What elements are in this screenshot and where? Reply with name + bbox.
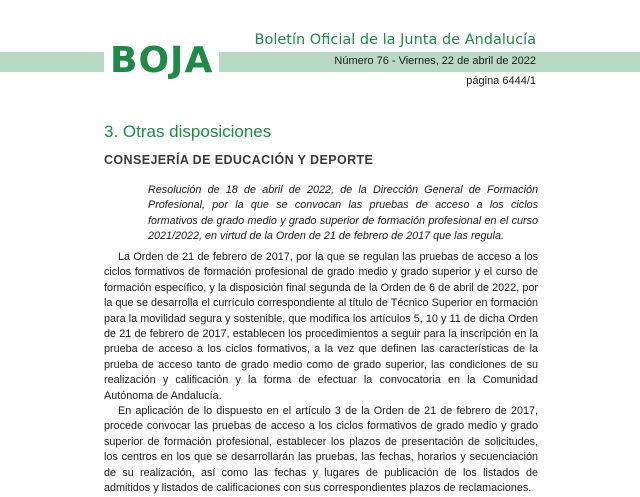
organization-heading: CONSEJERÍA DE EDUCACIÓN Y DEPORTE (104, 153, 374, 167)
resolution-summary: Resolución de 18 de abril de 2022, de la Dirección General de Formación Profesional, por la que se convocan las pruebas de acceso a los ciclos formativos de grado medio y grado superior de formación profesional en el curso 2021/2022, en virtud de la Orden de 21 de febrero de 2017 que las regula. (148, 184, 538, 243)
section-heading: 3. Otras disposiciones (104, 122, 272, 141)
header-band (0, 52, 640, 72)
page-number: página 6444/1 (466, 75, 536, 87)
body-paragraph-1: La Orden de 21 de febrero de 2017, por la que se regulan las pruebas de acceso a los ciclos formativos de formación profesional de grado medio y grado superior y el curso de formación específico, y la disposición final segunda de la Orden de 6 de abril de 2022, por la que se desarrolla el currículo correspondiente al título de Técnico Superior en formación para la movilidad segura y sostenible, que modifica los artículos 5, 10 y 11 de dicha Orden de 21 de febrero de 2017, establecen los procedimientos a seguir para la inscripción en la prueba de acceso a los ciclos formativos, a la vez que definen las características de la prueba de acceso tanto de grado medio como de grado superior, las condiciones de su realización y calificación y la forma de efectuar la convocatoria en la Comunidad Autónoma de Andalucía. (104, 251, 538, 402)
issue-info: Número 76 - Viernes, 22 de abril de 2022 (334, 55, 536, 67)
boja-logo: BOJA (104, 42, 219, 80)
body-paragraph-2: En aplicación de lo dispuesto en el artículo 3 de la Orden de 21 de febrero de 2017, procede convocar las pruebas de acceso a los ciclos formativos de grado medio y grado superior de formación profesional, establecer los plazos de presentación de solicitudes, los centros en los que se desarrollarán las pruebas, las fechas, horarios y secuenciación de su realización, así como las fechas y lugares de publicación de los listados de admitidos y listados de calificaciones con sus correspondientes plazos de reclamaciones. (104, 405, 538, 495)
body-text (104, 250, 538, 497)
bulletin-title: Boletín Oficial de la Junta de Andalucía (254, 32, 536, 48)
